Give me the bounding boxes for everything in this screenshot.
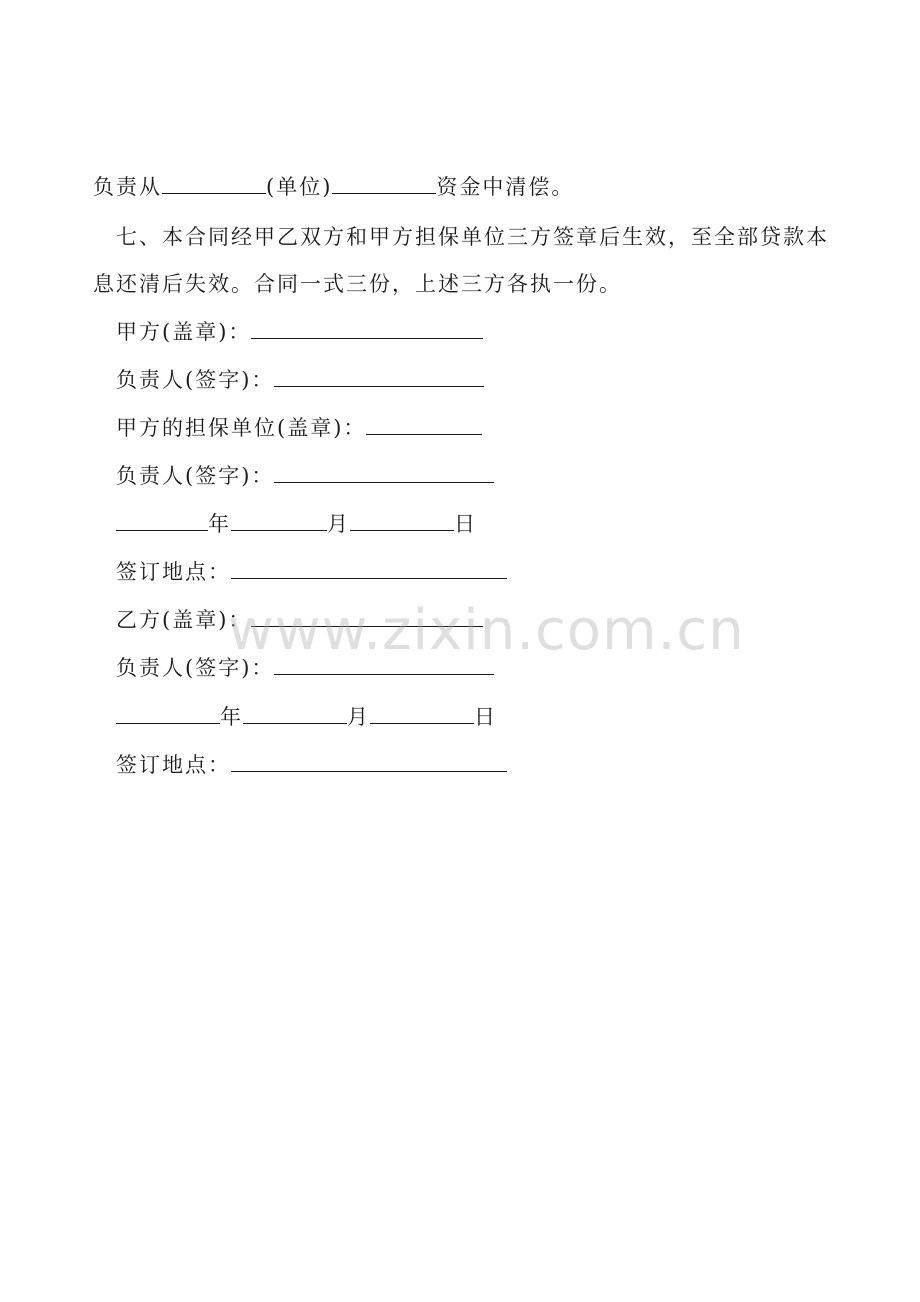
date-line-2 <box>116 703 497 731</box>
date2-year-blank <box>116 703 220 724</box>
date1-year-blank <box>116 510 208 531</box>
guarantor-responsible-blank <box>274 462 494 483</box>
party-b-responsible-line <box>116 654 494 682</box>
watermark: www.zixin.com.cn <box>228 598 745 663</box>
date1-year-label: 年 <box>208 512 231 536</box>
party-a-seal-line <box>116 318 483 346</box>
party-a-seal-label: 甲方(盖章)： <box>116 320 252 344</box>
date1-month-label: 月 <box>327 512 350 536</box>
date2-year-label: 年 <box>220 705 243 729</box>
date2-day-blank <box>370 703 474 724</box>
repay-text-3: 资金中清偿。 <box>436 175 575 199</box>
repay-blank-2 <box>332 173 436 194</box>
party-b-seal-line <box>116 606 483 634</box>
party-a-responsible-label: 负责人(签字)： <box>116 368 275 392</box>
repay-text-2: (单位) <box>266 175 333 199</box>
repayment-line <box>93 173 574 201</box>
guarantor-seal-line <box>116 414 482 442</box>
place2-blank <box>231 751 507 772</box>
guarantor-seal-blank <box>366 414 482 435</box>
party-b-seal-label: 乙方(盖章)： <box>116 608 252 632</box>
repay-text-1: 负责从 <box>93 175 162 199</box>
guarantor-responsible-line <box>116 462 494 490</box>
guarantor-seal-label: 甲方的担保单位(盖章)： <box>116 416 367 440</box>
party-b-seal-blank <box>251 606 483 627</box>
repay-blank-1 <box>162 173 266 194</box>
place-line-1 <box>116 558 507 586</box>
date-line-1 <box>116 510 477 538</box>
place2-label: 签订地点： <box>116 753 231 777</box>
clause7-line-1: 七、本合同经甲乙双方和甲方担保单位三方签章后生效，至全部贷款本 <box>116 225 829 249</box>
date2-day-label: 日 <box>474 705 497 729</box>
party-a-responsible-line <box>116 366 484 394</box>
party-a-responsible-blank <box>274 366 484 387</box>
place1-blank <box>231 558 507 579</box>
place-line-2 <box>116 751 507 779</box>
place1-label: 签订地点： <box>116 560 231 584</box>
date1-month-blank <box>231 510 327 531</box>
party-a-seal-blank <box>251 318 483 339</box>
date1-day-label: 日 <box>454 512 477 536</box>
clause7-line-2: 息还清后失效。合同一式三份，上述三方各执一份。 <box>93 272 622 296</box>
date2-month-blank <box>243 703 347 724</box>
date2-month-label: 月 <box>347 705 370 729</box>
party-b-responsible-blank <box>274 654 494 675</box>
party-b-responsible-label: 负责人(签字)： <box>116 656 275 680</box>
guarantor-responsible-label: 负责人(签字)： <box>116 464 275 488</box>
date1-day-blank <box>350 510 454 531</box>
